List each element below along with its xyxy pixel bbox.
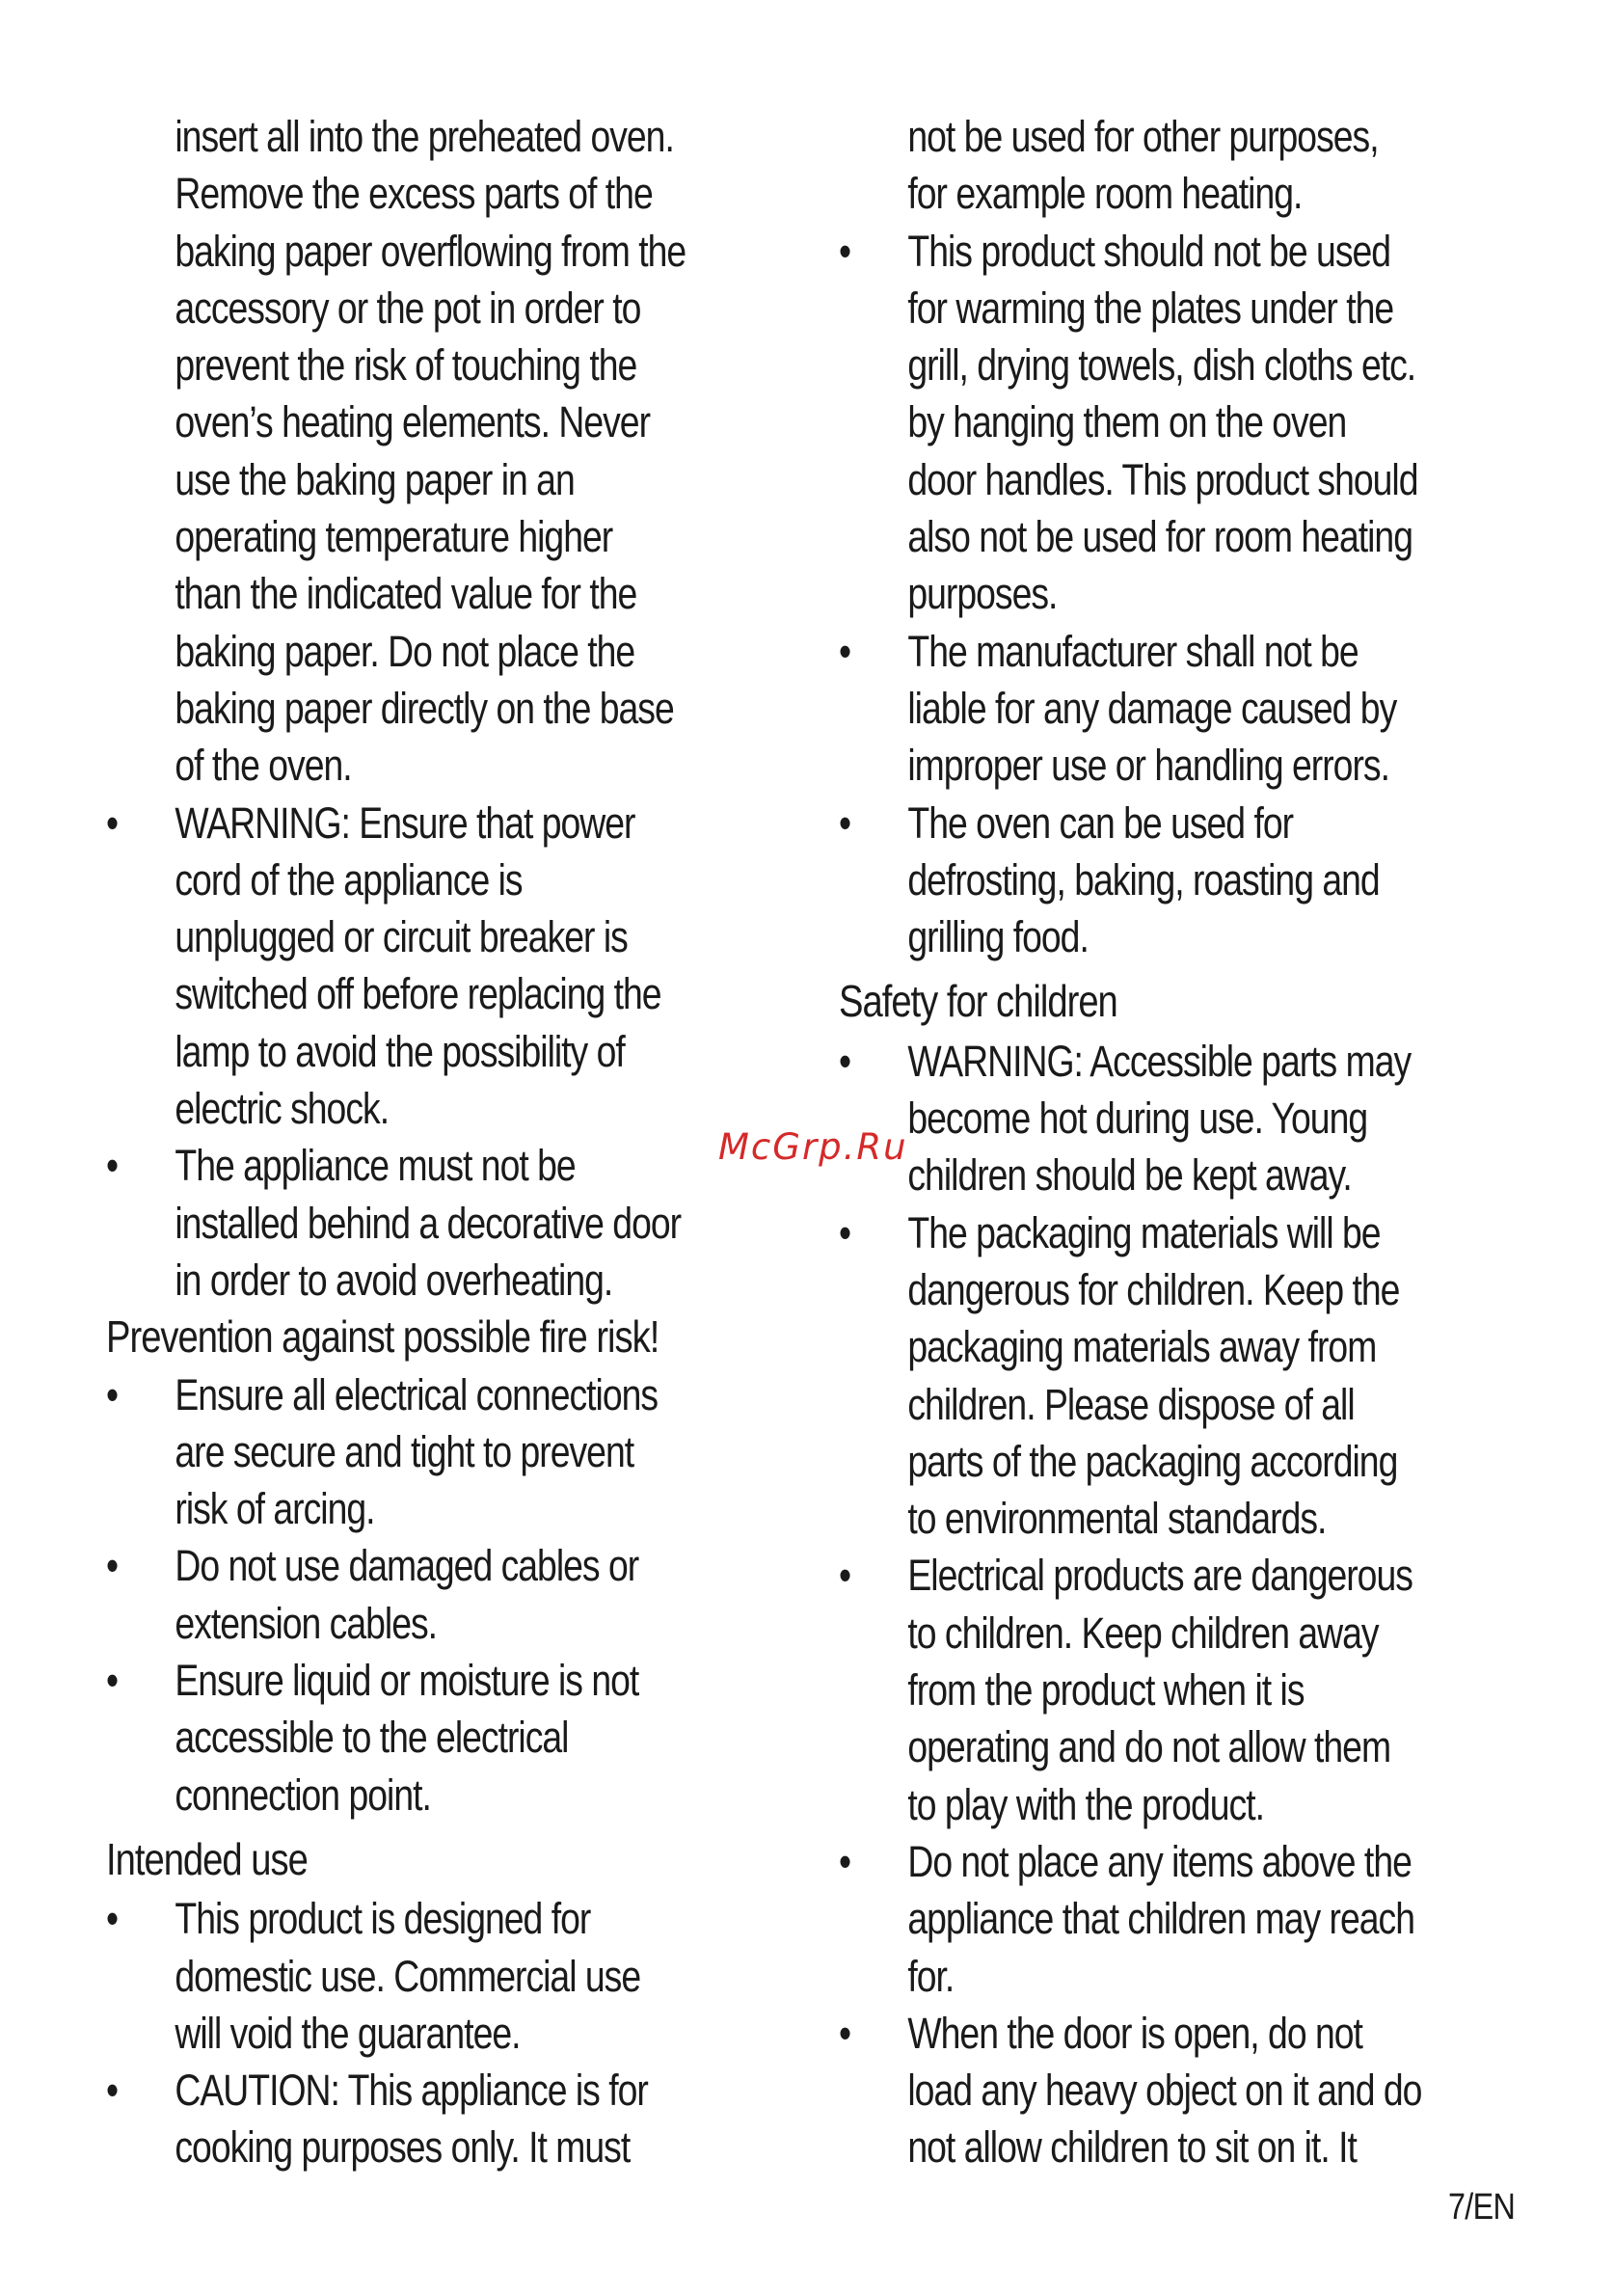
list-item-line: load any heavy object on it and do: [907, 2066, 1422, 2116]
text-line: of the oven.: [175, 741, 352, 791]
bullet-icon: •: [839, 226, 851, 276]
list-item-line: The packaging materials will be: [907, 1207, 1381, 1257]
list-item: [106, 2062, 810, 2176]
list-item-line: are secure and tight to prevent: [175, 1426, 634, 1476]
list-item: [839, 1833, 1567, 2005]
list-item-line: to play with the product.: [907, 1779, 1264, 1829]
page-number: 7/EN: [1448, 2187, 1516, 2228]
list-item-line: not allow children to sit on it. It: [907, 2122, 1357, 2173]
list-item-line: switched off before replacing the: [175, 969, 661, 1019]
list-item-line: to environmental standards.: [907, 1494, 1327, 1544]
text-line: use the baking paper in an: [175, 454, 575, 504]
text-line: prevent the risk of touching the: [175, 340, 637, 391]
list-item: [106, 1137, 810, 1309]
bullet-list-electrical: [106, 795, 810, 1310]
list-item-line: for warming the plates under the: [907, 283, 1394, 333]
list-item-line: children. Please dispose of all: [907, 1379, 1355, 1429]
list-item-line: risk of arcing.: [175, 1484, 375, 1534]
list-item-line: The manufacturer shall not be: [907, 626, 1358, 676]
bullet-list-children: [839, 1033, 1567, 2176]
list-item: [839, 623, 1567, 795]
list-item-line: defrosting, baking, roasting and: [907, 854, 1380, 905]
list-item-line: door handles. This product should: [907, 454, 1418, 504]
watermark: McGrp.Ru: [718, 1126, 908, 1168]
list-item-line: installed behind a decorative door: [175, 1198, 682, 1248]
bullet-icon: •: [839, 1551, 851, 1601]
list-item-line: unplugged or circuit breaker is: [175, 912, 628, 962]
list-item-line: operating and do not allow them: [907, 1722, 1391, 1772]
list-item-line: connection point.: [175, 1769, 431, 1820]
list-item-line: packaging materials away from: [907, 1322, 1377, 1372]
list-item-line: to children. Keep children away: [907, 1607, 1379, 1658]
list-item-line: also not be used for room heating: [907, 512, 1412, 562]
text-line: not be used for other purposes,: [907, 112, 1379, 161]
list-item-line: Do not place any items above the: [907, 1836, 1412, 1886]
text-line: for example room heating.: [907, 169, 1303, 219]
list-item: [839, 1033, 1567, 1204]
list-item-line: The oven can be used for: [907, 797, 1294, 848]
list-item-line: Ensure all electrical connections: [175, 1369, 659, 1419]
text-line: insert all into the preheated oven.: [175, 112, 674, 161]
continuation-paragraph: [839, 108, 1567, 223]
bullet-icon: •: [106, 1141, 119, 1191]
bullet-icon: •: [106, 1541, 119, 1591]
list-item-line: lamp to avoid the possibility of: [175, 1026, 625, 1076]
list-item: [106, 1366, 810, 1538]
list-item-line: CAUTION: This appliance is for: [175, 2066, 648, 2116]
text-line: baking paper directly on the base: [175, 683, 674, 733]
list-item-line: Do not use damaged cables or: [175, 1541, 639, 1591]
list-item: [106, 1890, 810, 2062]
bullet-icon: •: [839, 626, 851, 676]
safety-for-children-heading: Safety for children: [839, 976, 1117, 1027]
text-line: oven’s heating elements. Never: [175, 397, 651, 447]
text-line: baking paper. Do not place the: [175, 626, 635, 676]
list-item-line: dangerous for children. Keep the: [907, 1264, 1400, 1314]
bullet-icon: •: [106, 1369, 119, 1419]
list-item: [106, 795, 810, 1138]
list-item-line: parts of the packaging according: [907, 1436, 1398, 1486]
text-line: accessory or the pot in order to: [175, 283, 641, 333]
right-column: [839, 108, 1567, 2176]
fire-risk-heading: Prevention against possible fire risk!: [106, 1311, 659, 1363]
list-item: [106, 1537, 810, 1652]
list-item: [839, 1547, 1567, 1832]
list-item-line: become hot during use. Young: [907, 1094, 1368, 1144]
bullet-icon: •: [839, 1036, 851, 1086]
list-item-line: for.: [907, 1951, 955, 2001]
list-item-line: electric shock.: [175, 1084, 390, 1134]
list-item-line: from the product when it is: [907, 1665, 1305, 1715]
list-item-line: The appliance must not be: [175, 1141, 576, 1191]
list-item-line: by hanging them on the oven: [907, 397, 1347, 447]
list-item-line: This product should not be used: [907, 226, 1391, 276]
list-item-line: extension cables.: [175, 1598, 438, 1648]
bullet-list-fire: [106, 1366, 810, 1823]
list-item-line: purposes.: [907, 569, 1058, 619]
list-item: [839, 2005, 1567, 2176]
list-item-line: When the door is open, do not: [907, 2008, 1362, 2058]
list-item-line: cord of the appliance is: [175, 854, 523, 905]
bullet-list-usage: [839, 223, 1567, 966]
list-item: [839, 795, 1567, 966]
list-item-line: domestic use. Commercial use: [175, 1951, 641, 2001]
bullet-icon: •: [106, 1656, 119, 1706]
intended-use-heading: Intended use: [106, 1833, 308, 1884]
list-item: [839, 223, 1567, 623]
left-column: [106, 108, 810, 2176]
text-line: than the indicated value for the: [175, 569, 637, 619]
bullet-list-intended-use: [106, 1890, 810, 2175]
list-item-line: Ensure liquid or moisture is not: [175, 1656, 639, 1706]
list-item-line: grill, drying towels, dish cloths etc.: [907, 340, 1416, 391]
list-item-line: will void the guarantee.: [175, 2008, 521, 2058]
list-item-line: children should be kept away.: [907, 1150, 1352, 1201]
bullet-icon: •: [839, 1207, 851, 1257]
list-item-line: grilling food.: [907, 912, 1089, 962]
bullet-icon: •: [106, 797, 119, 848]
list-item-line: improper use or handling errors.: [907, 741, 1389, 791]
list-item-line: in order to avoid overheating.: [175, 1255, 613, 1305]
intro-paragraph: [106, 108, 810, 795]
text-line: operating temperature higher: [175, 512, 613, 562]
list-item-line: WARNING: Accessible parts may: [907, 1036, 1412, 1086]
list-item-line: This product is designed for: [175, 1894, 591, 1944]
bullet-icon: •: [839, 2008, 851, 2058]
list-item-line: cooking purposes only. It must: [175, 2122, 631, 2173]
text-line: baking paper overflowing from the: [175, 226, 686, 276]
list-item-line: WARNING: Ensure that power: [175, 797, 635, 848]
list-item-line: liable for any damage caused by: [907, 683, 1397, 733]
list-item-line: accessible to the electrical: [175, 1713, 569, 1763]
text-line: Remove the excess parts of the: [175, 169, 653, 219]
bullet-icon: •: [839, 797, 851, 848]
list-item: [106, 1652, 810, 1823]
bullet-icon: •: [106, 2066, 119, 2116]
list-item: [839, 1204, 1567, 1548]
bullet-icon: •: [106, 1894, 119, 1944]
list-item-line: appliance that children may reach: [907, 1894, 1415, 1944]
bullet-icon: •: [839, 1836, 851, 1886]
list-item-line: Electrical products are dangerous: [907, 1551, 1412, 1601]
